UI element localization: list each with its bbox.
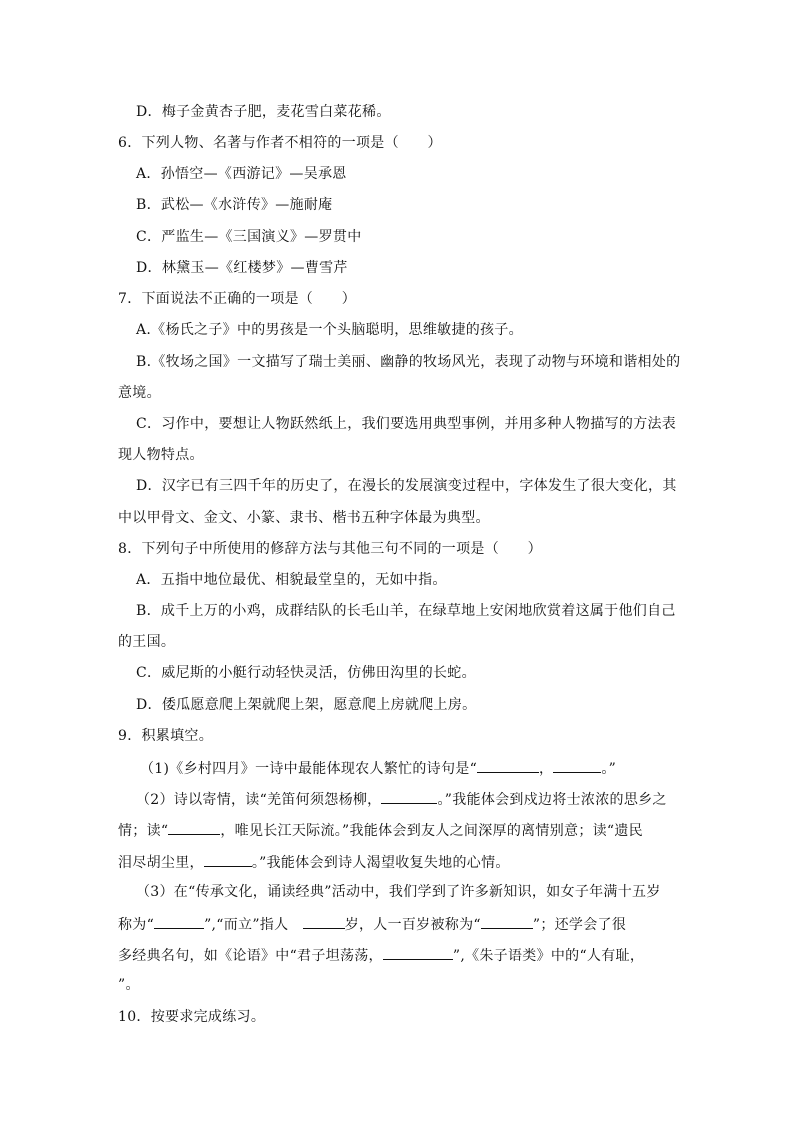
q6-option-b: B．武松—《水浒传》—施耐庵 xyxy=(136,197,333,213)
q9-part2-line3-text-a: 泪尽胡尘里， xyxy=(118,855,204,871)
q7-option-d-line1: D．汉字已有三四千年的历史了，在漫长的发展演变过程中，字体发生了很大变化，其 xyxy=(136,478,677,494)
q9-part2-line1-text-b: 。”我能体会到戍边将士浓浓的思乡之 xyxy=(437,792,667,808)
q9-part3-line2-text-a: 称为“ xyxy=(118,917,155,933)
q9-part2-line2 xyxy=(118,820,643,840)
q9-part1 xyxy=(140,758,616,778)
q9-part2-line3 xyxy=(118,852,510,872)
q9-part2-line2-text-a: 情；读“ xyxy=(118,823,169,839)
q7-option-b-line2: 意境。 xyxy=(118,385,161,401)
q8-option-d: D．倭瓜愿意爬上架就爬上架，愿意爬上房就爬上房。 xyxy=(136,697,477,713)
q10-stem: 10．按要求完成练习。 xyxy=(118,1009,266,1025)
q9-part2-line2-text-b: ，唯见长江天际流。”我能体会到友人之间深厚的离情别意；读“遗民 xyxy=(220,823,643,839)
q7-option-d-line2: 中以甲骨文、金文、小篆、隶书、楷书五种字体最为典型。 xyxy=(118,510,490,526)
q8-option-c: C．威尼斯的小艇行动轻快灵活，仿佛田沟里的长蛇。 xyxy=(136,665,476,681)
q9-part2-blank-1[interactable] xyxy=(381,789,437,804)
q7-option-c-line1: C．习作中，要想让人物跃然纸上，我们要选用典型事例，并用多种人物描写的方法表 xyxy=(136,416,677,432)
q9-part3-line1: （3）在“传承文化，诵读经典”活动中，我们学到了许多新知识，如女子年满十五岁 xyxy=(136,884,661,900)
q9-part3-blank-2[interactable] xyxy=(303,914,345,929)
q9-part2-line3-text-b: 。”我能体会到诗人渴望收复失地的心情。 xyxy=(251,855,510,871)
q9-part3-line3 xyxy=(118,945,644,965)
q9-part3-line2-text-c: 岁，人一百岁被称为“ xyxy=(344,917,481,933)
q9-part3-blank-1[interactable] xyxy=(154,914,204,929)
q9-part3-line2 xyxy=(118,914,626,934)
q7-stem: 7．下面说法不正确的一项是（ ） xyxy=(118,291,357,307)
q9-part1-text-a: （1)《乡村四月》一诗中最能体现农人繁忙的诗句是“ xyxy=(140,761,478,777)
q9-part3-line2-text-b: ”,“而立”指人 xyxy=(204,917,303,933)
q9-part3-blank-4[interactable] xyxy=(383,945,453,960)
q9-part1-text-c: 。” xyxy=(601,761,617,777)
q8-stem: 8．下列句子中所使用的修辞方法与其他三句不同的一项是（ ） xyxy=(118,541,542,557)
q8-option-b-line1: B．成千上万的小鸡，成群结队的长毛山羊，在绿草地上安闲地欣赏着这属于他们自己 xyxy=(136,603,676,619)
q6-option-c: C．严监生—《三国演义》—罗贯中 xyxy=(136,229,362,245)
q9-part3-blank-3[interactable] xyxy=(481,914,533,929)
q9-part2-blank-2[interactable] xyxy=(168,820,220,835)
q5-option-d: D．梅子金黄杏子肥，麦花雪白菜花稀。 xyxy=(136,104,391,120)
q9-part1-text-b: ， xyxy=(539,761,554,777)
q8-option-b-line2: 的王国。 xyxy=(118,634,176,650)
q7-option-a: A.《杨氏之子》中的男孩是一个头脑聪明，思维敏捷的孩子。 xyxy=(136,322,523,338)
q7-option-c-line2: 现人物特点。 xyxy=(118,447,204,463)
q6-option-d: D．林黛玉—《红楼梦》—曹雪芹 xyxy=(136,260,348,276)
q6-option-a: A．孙悟空—《西游记》—吴承恩 xyxy=(136,166,347,182)
q9-part3-line3-text-a: 多经典名句，如《论语》中“君子坦荡荡， xyxy=(118,948,383,964)
q9-part1-blank-1[interactable] xyxy=(477,758,539,773)
q7-option-b-line1: B.《牧场之国》一文描写了瑞士美丽、幽静的牧场风光，表现了动物与环境和谐相处的 xyxy=(136,354,681,370)
q9-part3-line3-text-b: ”,《朱子语类》中的“人有耻， xyxy=(452,948,645,964)
q9-stem: 9．积累填空。 xyxy=(118,728,214,744)
q9-part2-line1-text-a: （2）诗以寄情，读“羌笛何须怨杨柳， xyxy=(136,792,382,808)
q9-part3-line2-text-d: ”；还学会了很 xyxy=(532,917,627,933)
q9-part2-line1 xyxy=(136,789,667,809)
q9-part2-blank-3[interactable] xyxy=(204,852,252,867)
q6-stem: 6．下列人物、名著与作者不相符的一项是（ ） xyxy=(118,135,442,151)
q8-option-a: A．五指中地位最优、相貌最堂皇的，无如中指。 xyxy=(136,572,447,588)
q9-part3-line4: ”。 xyxy=(118,977,140,993)
q9-part1-blank-2[interactable] xyxy=(553,758,601,773)
